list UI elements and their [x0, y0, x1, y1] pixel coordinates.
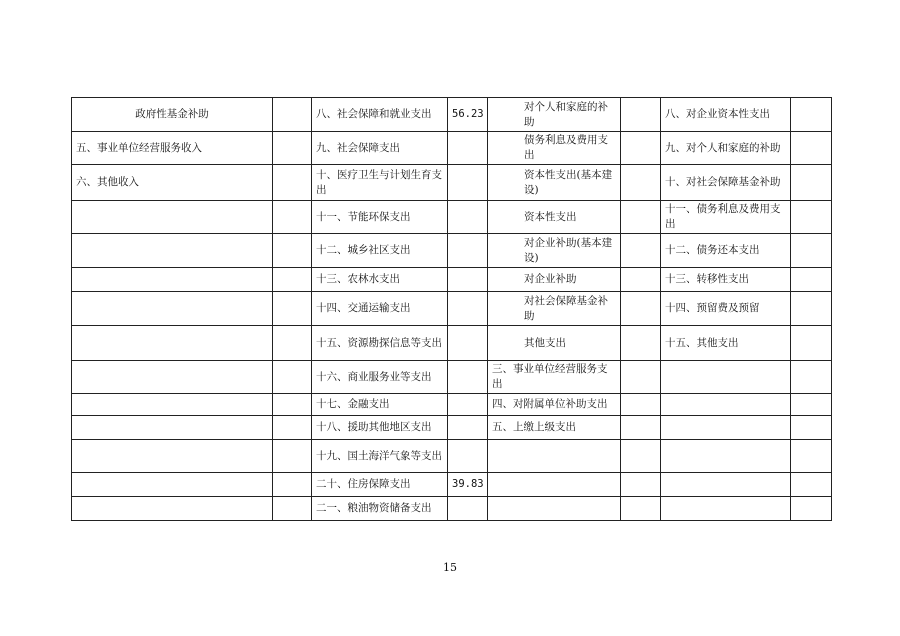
table-cell [621, 326, 661, 361]
table-cell: 十七、金融支出 [312, 394, 448, 416]
table-cell [621, 165, 661, 201]
table-cell [621, 473, 661, 497]
table-cell [448, 326, 488, 361]
table-cell [448, 416, 488, 440]
table-row [72, 473, 832, 497]
table-cell [621, 234, 661, 268]
table-row [72, 98, 832, 132]
table-cell [273, 268, 312, 292]
table-cell: 十二、债务还本支出 [661, 234, 791, 268]
table-cell: 债务利息及费用支出 [488, 132, 621, 165]
table-cell [273, 497, 312, 521]
table-cell: 四、对附属单位补助支出 [488, 394, 621, 416]
table-row [72, 292, 832, 326]
table-cell: 十一、债务利息及费用支出 [661, 201, 791, 234]
table-cell: 对社会保障基金补助 [488, 292, 621, 326]
table-cell [273, 326, 312, 361]
table-cell [621, 497, 661, 521]
table-cell [791, 132, 832, 165]
table-cell: 九、社会保障支出 [312, 132, 448, 165]
table-cell [273, 416, 312, 440]
table-cell: 十四、交通运输支出 [312, 292, 448, 326]
table-cell [791, 201, 832, 234]
table-cell: 十一、节能环保支出 [312, 201, 448, 234]
table-cell [621, 268, 661, 292]
table-cell: 十、对社会保障基金补助 [661, 165, 791, 201]
table-cell [791, 165, 832, 201]
table-row [72, 497, 832, 521]
table-cell [621, 416, 661, 440]
table-cell [273, 473, 312, 497]
table-row [72, 132, 832, 165]
table-cell [791, 361, 832, 394]
table-cell: 十九、国土海洋气象等支出 [312, 440, 448, 473]
table-cell: 资本性支出 [488, 201, 621, 234]
budget-table [71, 97, 832, 521]
table-body [72, 98, 832, 521]
table-cell [448, 394, 488, 416]
table-cell [273, 132, 312, 165]
table-cell: 八、对企业资本性支出 [661, 98, 791, 132]
table-cell [661, 473, 791, 497]
table-cell: 十四、预留费及预留 [661, 292, 791, 326]
table-cell [621, 132, 661, 165]
table-cell [72, 201, 273, 234]
table-cell: 十六、商业服务业等支出 [312, 361, 448, 394]
table-cell [661, 416, 791, 440]
table-cell [72, 326, 273, 361]
table-cell [273, 361, 312, 394]
table-cell [661, 394, 791, 416]
table-cell: 政府性基金补助 [72, 98, 273, 132]
table-cell: 十三、农林水支出 [312, 268, 448, 292]
table-cell [273, 201, 312, 234]
table-cell [621, 361, 661, 394]
table-cell [448, 292, 488, 326]
table-cell [488, 440, 621, 473]
table-cell: 十三、转移性支出 [661, 268, 791, 292]
table-cell: 十五、资源勘探信息等支出 [312, 326, 448, 361]
table-cell: 十八、援助其他地区支出 [312, 416, 448, 440]
table-cell [791, 234, 832, 268]
table-cell: 资本性支出(基本建设) [488, 165, 621, 201]
table-cell [448, 132, 488, 165]
table-cell [791, 326, 832, 361]
table-cell: 十二、城乡社区支出 [312, 234, 448, 268]
table-cell [448, 497, 488, 521]
table-cell [661, 440, 791, 473]
table-cell [273, 394, 312, 416]
table-cell: 六、其他收入 [72, 165, 273, 201]
table-row [72, 326, 832, 361]
table-row [72, 416, 832, 440]
table-cell [791, 440, 832, 473]
table-cell [273, 292, 312, 326]
table-cell: 十、医疗卫生与计划生育支出 [312, 165, 448, 201]
table-cell: 五、事业单位经营服务收入 [72, 132, 273, 165]
table-cell [661, 497, 791, 521]
table-cell [791, 292, 832, 326]
table-cell [488, 497, 621, 521]
table-cell [791, 394, 832, 416]
table-cell [448, 234, 488, 268]
table-cell [448, 268, 488, 292]
table-cell [661, 361, 791, 394]
table-cell [72, 416, 273, 440]
table-cell: 九、对个人和家庭的补助 [661, 132, 791, 165]
table-cell [72, 234, 273, 268]
table-cell [791, 497, 832, 521]
table-cell [448, 361, 488, 394]
table-cell: 对企业补助(基本建设) [488, 234, 621, 268]
table-cell: 五、上缴上级支出 [488, 416, 621, 440]
table-cell [791, 268, 832, 292]
table-row [72, 394, 832, 416]
table-cell: 其他支出 [488, 326, 621, 361]
table-cell [72, 361, 273, 394]
table-cell [791, 416, 832, 440]
table-cell [273, 234, 312, 268]
table-row [72, 234, 832, 268]
table-cell: 39.83 [448, 473, 488, 497]
table-cell [448, 165, 488, 201]
table-cell [273, 440, 312, 473]
table-cell [621, 292, 661, 326]
table-cell [72, 268, 273, 292]
table-cell [791, 473, 832, 497]
table-cell [621, 98, 661, 132]
table-cell [448, 440, 488, 473]
table-row [72, 201, 832, 234]
table-cell [273, 165, 312, 201]
table-cell: 二一、粮油物资储备支出 [312, 497, 448, 521]
table-cell [273, 98, 312, 132]
table-cell: 二十、住房保障支出 [312, 473, 448, 497]
table-cell [448, 201, 488, 234]
table-cell [621, 201, 661, 234]
table-cell [72, 497, 273, 521]
table-cell [488, 473, 621, 497]
table-row [72, 268, 832, 292]
table-cell: 三、事业单位经营服务支出 [488, 361, 621, 394]
table-cell [72, 473, 273, 497]
table-cell [621, 394, 661, 416]
table-cell [72, 292, 273, 326]
table-cell: 56.23 [448, 98, 488, 132]
table-cell: 十五、其他支出 [661, 326, 791, 361]
table-row [72, 440, 832, 473]
table-row [72, 361, 832, 394]
table-cell [621, 440, 661, 473]
table-cell [72, 440, 273, 473]
page-number: 15 [443, 561, 457, 574]
table-cell: 对个人和家庭的补助 [488, 98, 621, 132]
table-row [72, 165, 832, 201]
table-cell: 对企业补助 [488, 268, 621, 292]
table-cell [72, 394, 273, 416]
table-cell: 八、社会保障和就业支出 [312, 98, 448, 132]
table-cell [791, 98, 832, 132]
